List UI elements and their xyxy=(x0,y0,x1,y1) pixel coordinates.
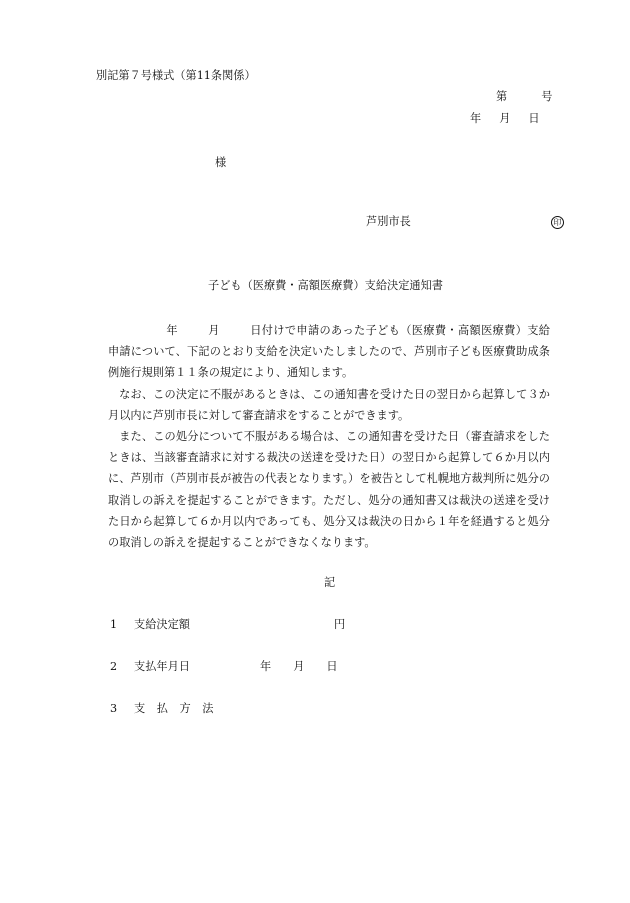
item-label: 支 払 方 法 xyxy=(134,702,218,715)
item-label: 支払年月日 xyxy=(134,660,190,673)
pay-month-label: 月 xyxy=(293,660,305,673)
document-number-line xyxy=(496,88,552,104)
p1-text: 日付けで申請のあった子ども（医療費・高額医療費）支給申請について、下記のとおり支給を決定いたしましたので、芦別市子ども医療費助成条例施行規則第１１条の規定により、通知します。 xyxy=(108,324,550,380)
recipient-suffix: 様 xyxy=(215,156,227,169)
item-number: 2 xyxy=(110,660,118,673)
pay-day-label: 日 xyxy=(326,660,338,673)
item-payment-date xyxy=(110,658,338,674)
document-title: 子ども（医療費・高額医療費）支給決定通知書 xyxy=(208,279,443,292)
item-payment-method xyxy=(110,700,217,716)
date-year-label: 年 xyxy=(470,112,482,125)
date-day-label: 日 xyxy=(528,112,540,125)
item-payment-amount xyxy=(110,616,345,632)
p1-year-label: 年 xyxy=(166,324,178,337)
seal-mark: 印 xyxy=(551,216,564,229)
doc-number-prefix: 第 xyxy=(496,90,508,103)
issuer-name: 芦別市長 xyxy=(366,215,411,228)
p1-month-label: 月 xyxy=(207,324,220,337)
p2-text: なお、この決定に不服があるときは、この通知書を受けた日の翌日から起算して３か月以内に芦別市長に対して審査請求をすることができます。 xyxy=(108,387,550,422)
item-number: 3 xyxy=(110,702,118,715)
issuer-line xyxy=(366,213,564,229)
body-paragraph-1 xyxy=(108,320,550,384)
p3-text: また、この処分について不服がある場合は、この通知書を受けた日（審査請求をしたときは、当該審査請求に対する裁決の送達を受けた日）の翌日から起算して６か月以内に、芦別市（芦別市長が被告の代表となります。）を被告として札幌地方裁判所に処分の取消しの訴えを提起することができます。ただし、処分の通知書又は裁決の送達を受けた日から起算して６か月以内であっても、処分又は裁決の日から１年を経過すると処分の取消しの訴えを提起することができなくなります。 xyxy=(108,430,550,550)
item-number: 1 xyxy=(110,618,118,631)
form-label: 別記第７号様式（第11条関係） xyxy=(96,69,256,82)
document-date-line xyxy=(470,110,540,126)
pay-year-label: 年 xyxy=(260,660,272,673)
doc-number-suffix: 号 xyxy=(541,90,553,103)
amount-unit: 円 xyxy=(334,618,346,631)
body-paragraph-3 xyxy=(108,426,550,553)
record-heading: 記 xyxy=(324,576,336,589)
recipient-line xyxy=(215,154,226,170)
body-text xyxy=(108,320,550,553)
body-paragraph-2 xyxy=(108,384,550,426)
item-label: 支給決定額 xyxy=(134,618,190,631)
date-month-label: 月 xyxy=(499,112,511,125)
